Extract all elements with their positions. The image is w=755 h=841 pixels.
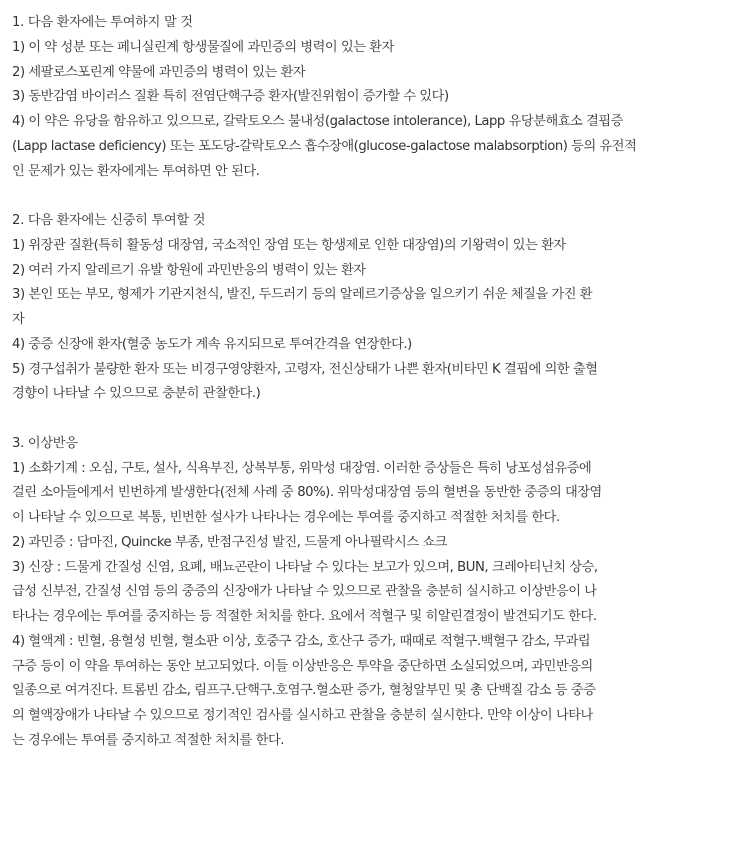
text-line: 4) 혈액계 : 빈혈, 용혈성 빈혈, 혈소판 이상, 호중구 감소, 호산구 증가, 때때로 적혈구.백혈구 감소, 무과립 — [12, 633, 591, 649]
text-line: 1) 이 약 성분 또는 페니실린계 항생물질에 과민증의 병력이 있는 환자 — [12, 39, 394, 55]
section-contraindications — [12, 11, 755, 184]
text-line: 는 경우에는 투여를 중지하고 적절한 처치를 한다. — [12, 732, 284, 748]
section-caution — [12, 209, 755, 407]
text-line: 3) 신장 : 드물게 간질성 신염, 요폐, 배뇨곤란이 나타날 수 있다는 보고가 있으며, BUN, 크레아티닌치 상승, — [12, 559, 598, 575]
text-line: 4) 이 약은 유당을 함유하고 있으므로, 갈락토오스 불내성(galactose intolerance), Lapp 유당분해효소 결핍증 — [12, 114, 623, 129]
section-heading: 3. 이상반응 — [12, 435, 78, 451]
text-line: 걸린 소아들에게서 빈번하게 발생한다(전체 사례 중 80%). 위막성대장염 등의 혈변을 동반한 중증의 대장염 — [12, 485, 602, 501]
text-line: 1) 소화기계 : 오심, 구토, 설사, 식욕부진, 상복부통, 위막성 대장염. 이러한 증상들은 특히 낭포성섬유증에 — [12, 460, 592, 476]
text-line: 이 나타날 수 있으므로 복통, 빈번한 설사가 나타나는 경우에는 투여를 중지하고 적절한 처치를 한다. — [12, 510, 560, 525]
section-heading: 2. 다음 환자에는 신중히 투여할 것 — [12, 213, 206, 228]
text-line: 의 혈액장애가 나타날 수 있으므로 정기적인 검사를 실시하고 관찰을 충분히 실시한다. 만약 이상이 나타나 — [12, 708, 593, 723]
text-line: 인 문제가 있는 환자에게는 투여하면 안 된다. — [12, 163, 260, 179]
text-line: 구증 등이 이 약을 투여하는 동안 보고되었다. 이들 이상반응은 투약을 중단하면 소실되었으며, 과민반응의 — [12, 658, 593, 674]
text-line: 타나는 경우에는 투여를 중지하는 등 적절한 처치를 한다. 요에서 적혈구 및 히알린결정이 발견되기도 한다. — [12, 609, 597, 624]
text-line: 경향이 나타날 수 있으므로 충분히 관찰한다.) — [12, 386, 261, 402]
text-line: 급성 신부전, 간질성 신염 등의 중증의 신장애가 나타날 수 있으므로 관찰을 충분히 실시하고 이상반응이 나 — [12, 584, 597, 600]
text-line: (Lapp lactase deficiency) 또는 포도당-갈락토오스 흡수장애(glucose-galactose malabsorption) 등의 유전적 — [12, 138, 637, 154]
text-line: 2) 세팔로스포린계 약물에 과민증의 병력이 있는 환자 — [12, 64, 306, 80]
blank-line — [12, 407, 755, 432]
text-line: 3) 본인 또는 부모, 형제가 기관지천식, 발진, 두드러기 등의 알레르기증상을 일으키기 쉬운 체질을 가진 환 — [12, 287, 593, 303]
text-line: 2) 과민증 : 담마진, Quincke 부종, 반점구진성 발진, 드물게 아나필락시스 쇼크 — [12, 534, 447, 550]
text-line: 5) 경구섭취가 불량한 환자 또는 비경구영양환자, 고령자, 전신상태가 나쁜 환자(비타민 K 결핍에 의한 출혈 — [12, 361, 598, 377]
text-line: 4) 중증 신장애 환자(혈중 농도가 계속 유지되므로 투여간격을 연장한다.) — [12, 336, 412, 352]
text-line: 3) 동반감염 바이러스 질환 특히 전염단핵구증 환자(발진위험이 증가할 수 있다) — [12, 89, 449, 105]
blank-line — [12, 184, 755, 209]
text-line: 2) 여러 가지 알레르기 유발 항원에 과민반응의 병력이 있는 환자 — [12, 262, 366, 278]
text-line: 1) 위장관 질환(특히 활동성 대장염, 국소적인 장염 또는 항생제로 인한 대장염)의 기왕력이 있는 환자 — [12, 237, 566, 253]
text-line: 자 — [12, 312, 25, 327]
text-line: 일종으로 여겨진다. 트롬빈 감소, 림프구.단핵구.호염구.혈소판 증가, 혈청알부민 및 총 단백질 감소 등 중증 — [12, 683, 596, 699]
section-heading: 1. 다음 환자에는 투여하지 말 것 — [12, 15, 193, 30]
section-adverse-reactions — [12, 432, 755, 754]
